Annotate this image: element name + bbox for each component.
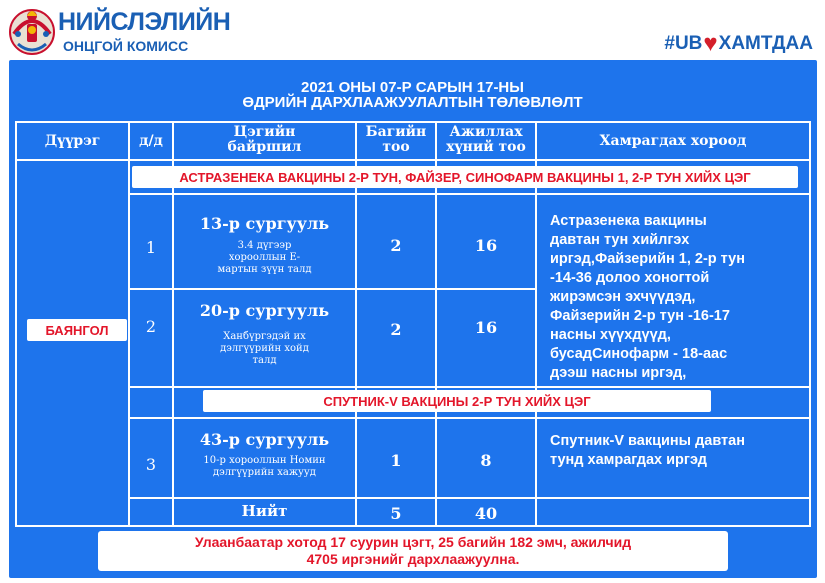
school-address-l2: дэлгүүрийн хойд: [220, 343, 309, 354]
summary-line2: 4705 иргэнийг дархлаажуулна.: [306, 551, 520, 567]
col-header-location-l1: Цэгийн: [233, 124, 296, 140]
col-header-coverage: Хамрагдах хороод: [599, 133, 747, 149]
coverage-line: дээш насны иргэд,: [550, 365, 687, 381]
row-no: 2: [145, 317, 157, 336]
coverage-line: давтан тун хийлгэх: [550, 232, 690, 248]
vaccine-banner-sputnik: СПУТНИК-V ВАКЦИНЫ 2-Р ТУН ХИЙХ ЦЭГ: [203, 390, 711, 412]
coverage-line: Файзерийн 2-р тун -16-17: [550, 308, 730, 324]
org-name-line1: НИЙСЛЭЛИЙН: [58, 8, 231, 36]
col-header-teams-l2: тоо: [382, 139, 410, 155]
summary-line1: Улаанбаатар хотод 17 суурин цэгт, 25 багийн 182 эмч, ажилчид: [194, 534, 632, 550]
coverage-line: -14-36 долоо хоногтой: [550, 270, 710, 286]
workers-count: 16: [474, 318, 498, 337]
school-name: 43-р сургууль: [199, 430, 330, 449]
teams-count: 2: [390, 320, 402, 339]
coverage-line: Астразенека вакцины: [550, 213, 707, 229]
coverage-line: иргэд,Файзерийн 1, 2-р тун: [550, 251, 745, 267]
school-address-l2: дэлгүүрийн хажууд: [213, 467, 316, 478]
coverage-line: Спутник-V вакцины давтан: [550, 433, 745, 449]
teams-count: 2: [390, 236, 402, 255]
teams-count: 1: [390, 451, 402, 470]
summary-banner: [98, 531, 728, 571]
row-no: 3: [145, 455, 157, 474]
org-name-line2: ОНЦГОЙ КОМИСС: [63, 38, 189, 54]
col-header-teams-l1: Багийн: [365, 124, 427, 140]
coverage-description-2: [550, 432, 808, 470]
total-label: Нийт: [241, 502, 288, 520]
coverage-line: насны хүүхдүүд,: [550, 327, 671, 343]
workers-count: 8: [480, 451, 492, 470]
row-no: 1: [145, 238, 157, 257]
col-header-workers-l2: хүний тоо: [446, 139, 526, 155]
school-name: 20-р сургууль: [199, 301, 330, 320]
total-teams: 5: [390, 504, 402, 523]
title-date: 2021 ОНЫ 07-Р САРЫН 17-НЫ: [301, 79, 524, 96]
soyombo-emblem-icon: [6, 4, 58, 56]
school-address-l1: 3.4 дүгээр: [237, 240, 292, 251]
workers-count: 16: [474, 236, 498, 255]
hashtag-right: ХАМТДАА: [718, 33, 813, 54]
heart-icon: ♥: [703, 30, 718, 57]
coverage-description-1: [550, 212, 808, 383]
col-header-workers-l1: Ажиллах: [449, 124, 523, 140]
campaign-hashtag: [664, 32, 813, 56]
vaccine-banner-astrazeneca: АСТРАЗЕНЕКА ВАКЦИНЫ 2-Р ТУН, ФАЙЗЕР, СИНОФАРМ ВАКЦИНЫ 1, 2-Р ТУН ХИЙХ ЦЭГ: [132, 166, 798, 188]
school-address-l3: талд: [252, 355, 277, 366]
coverage-line: жирэмсэн эхчүүдэд,: [550, 289, 696, 305]
coverage-line: тунд хамрагдах иргэд: [550, 452, 707, 468]
col-header-district: Дүүрэг: [44, 133, 101, 149]
coverage-line: бусадСинофарм - 18-аас: [550, 346, 728, 362]
col-header-no: д/д: [139, 133, 163, 149]
title-heading: ӨДРИЙН ДАРХЛААЖУУЛАЛТЫН ТӨЛӨВЛӨЛТ: [242, 94, 583, 111]
school-name: 13-р сургууль: [199, 214, 330, 233]
school-address-l1: Ханбүргэдэй их: [223, 331, 306, 342]
school-address-l2: хорооллын Е-: [228, 252, 301, 263]
district-badge: БАЯНГОЛ: [27, 319, 127, 341]
total-workers: 40: [474, 504, 498, 523]
hashtag-left: #UB: [664, 33, 703, 54]
school-address-l1: 10-р хорооллын Номин: [203, 455, 326, 466]
school-address-l3: мартын зүүн талд: [217, 264, 312, 275]
col-header-location-l2: байршил: [227, 139, 302, 155]
